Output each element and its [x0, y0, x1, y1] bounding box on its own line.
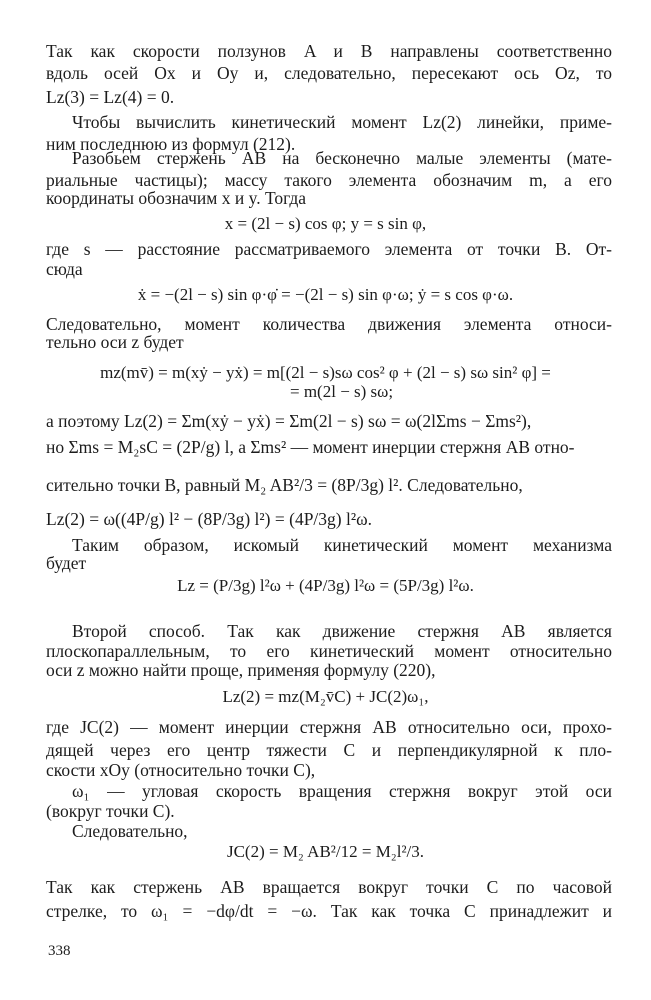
text-line: Так как скорости ползунов A и B направлены соответственно	[46, 41, 612, 61]
formula-line: но Σms = M₂sC = (2P/g) l, а Σms² — момент инерции стержня AB отно-	[46, 437, 575, 457]
text-line: где s — расстояние рассматриваемого элемента от точки B. От-	[46, 239, 612, 259]
formula-line: Lz(3) = Lz(4) = 0.	[46, 87, 175, 107]
text-line: Так как стержень AB вращается вокруг точки C по часовой	[46, 877, 612, 897]
formula-line: mz(mv̄) = m(xẏ − yẋ) = m[(2l − s)sω cos² φ + (2l − s) sω sin² φ] =	[100, 363, 551, 382]
text-line: вдоль осей Ox и Oy и, следовательно, пересекают ось Oz, то	[46, 63, 612, 83]
text-line: сюда	[46, 259, 83, 279]
text-line: будет	[46, 553, 87, 573]
formula-line: x = (2l − s) cos φ; y = s sin φ,	[224, 214, 427, 233]
text-line: Следовательно, момент количества движения элемента относи-	[46, 314, 612, 334]
text-line: (вокруг точки C).	[46, 801, 175, 821]
text-line: Следовательно,	[72, 821, 188, 841]
text-line: Таким образом, искомый кинетический момент механизма	[72, 535, 612, 555]
text-line: плоскопараллельным, то его кинетический момент относительно	[46, 641, 612, 661]
formula-line: Lz = (P/3g) l²ω + (4P/3g) l²ω = (5P/3g) l²ω.	[177, 576, 474, 595]
page-number: 338	[48, 943, 71, 959]
formula-line: сительно точки B, равный M₂ AB²/3 = (8P/3g) l². Следовательно,	[46, 475, 523, 495]
formula-line: а поэтому Lz(2) = Σm(xẏ − yẋ) = Σm(2l − s) sω = ω(2lΣms − Σms²),	[46, 411, 532, 431]
text-line: оси z можно найти проще, применяя формулу (220),	[46, 660, 436, 680]
formula-line: ẋ = −(2l − s) sin φ·φ̇ = −(2l − s) sin φ·ω; ẏ = s cos φ·ω.	[137, 285, 514, 304]
text-line: Второй способ. Так как движение стержня AB является	[72, 621, 612, 641]
text-line: где JC(2) — момент инерции стержня AB относительно оси, прохо-	[46, 717, 612, 737]
text-line: Чтобы вычислить кинетический момент Lz(2) линейки, приме-	[72, 112, 612, 132]
formula-line: = m(2l − s) sω;	[290, 382, 394, 401]
text-line: тельно оси z будет	[46, 332, 184, 352]
text-line: ω₁ — угловая скорость вращения стержня вокруг этой оси	[72, 781, 612, 801]
text-line: дящей через его центр тяжести C и перпендикулярной к пло-	[46, 740, 612, 760]
text-line: скости xOy (относительно точки C),	[46, 760, 316, 780]
text-line: координаты обозначим x и y. Тогда	[46, 188, 307, 208]
text-line: ним последнюю из формул (212).	[46, 134, 296, 154]
text-line: риальные частицы); массу такого элемента обозначим m, а его	[46, 170, 612, 190]
text-line: Разобьем стержень AB на бесконечно малые элементы (мате-	[72, 148, 612, 168]
formula-line: Lz(2) = mz(M₂v̄C) + JC(2)ω₁,	[222, 687, 429, 706]
formula-line: JC(2) = M₂ AB²/12 = M₂l²/3.	[226, 842, 425, 861]
text-line: стрелке, то ω₁ = −dφ/dt = −ω. Так как точка C принадлежит и	[46, 901, 612, 921]
formula-line: Lz(2) = ω((4P/g) l² − (8P/3g) l²) = (4P/3g) l²ω.	[46, 509, 372, 529]
